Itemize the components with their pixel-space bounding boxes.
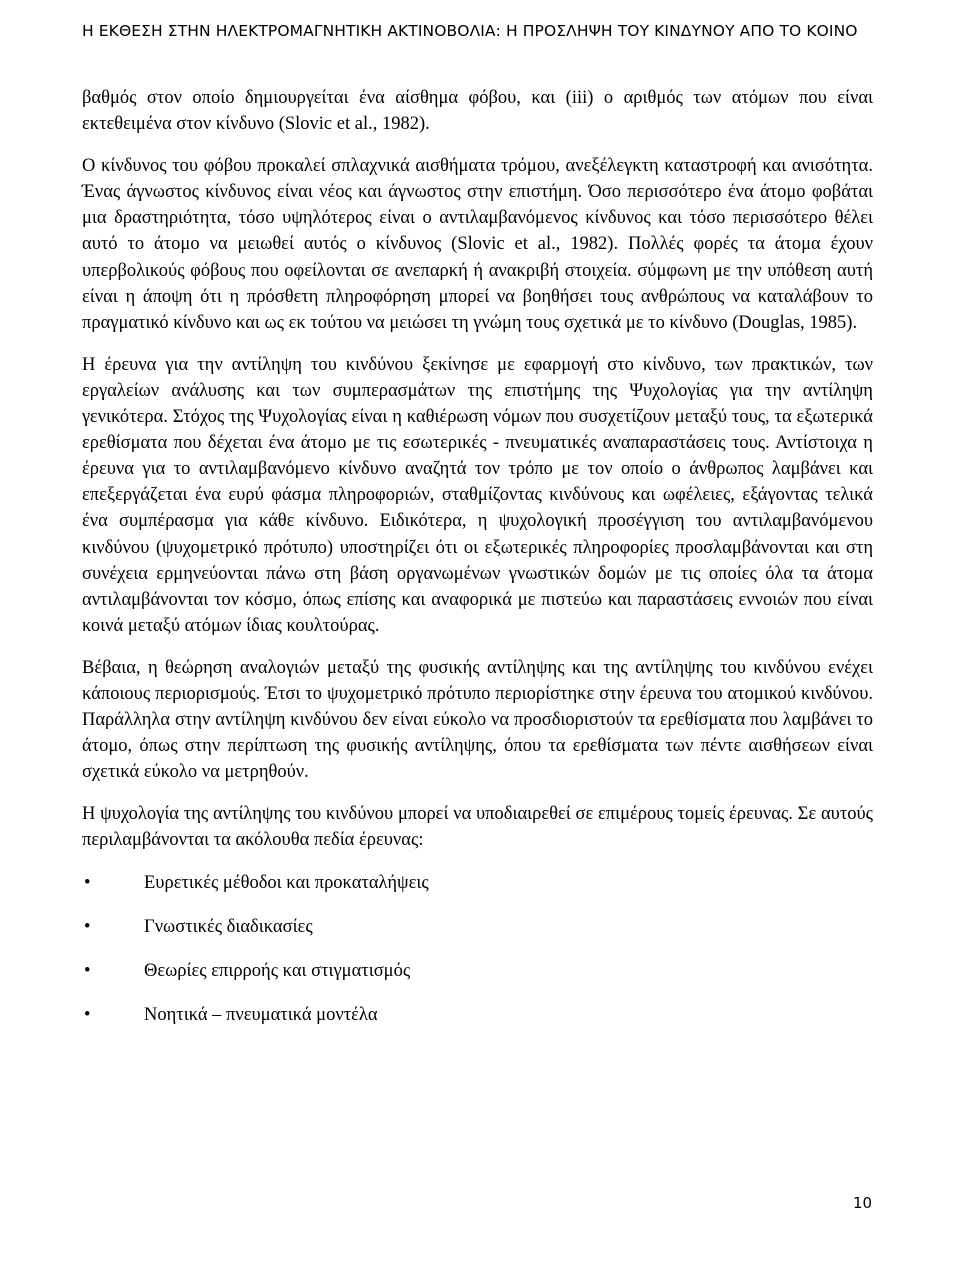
paragraph-psychology-research: Η έρευνα για την αντίληψη του κινδύνου ξεκίνησε με εφαρμογή στο κίνδυνο, των πρακτικών, των εργαλείων ανάλυσης και των συμπερασμάτων της επιστήμης της Ψυχολογίας για την αντίληψη γενικότερα. Στόχος της Ψυχολογίας είναι η καθιέρωση νόμων που συσχετίζουν μεταξύ τους, τα εξωτερικά ερεθίσματα που δέχεται ένα άτομο με τις εσωτερικές - πνευματικές αναπαραστάσεις τους. Αντίστοιχα η έρευνα για το αντιλαμβανόμενο κίνδυνο αναζητά τον τρόπο με τον οποίο ο άνθρωπος λαμβάνει και επεξεργάζεται ένα ευρύ φάσμα πληροφοριών, σταθμίζοντας κινδύνους και ωφέλειες, εξάγοντας τελικά ένα συμπέρασμα για κάθε κίνδυνο. Ειδικότερα, η ψυχολογική προσέγγιση του αντιλαμβανόμενου κινδύνου (ψυχομετρικό πρότυπο) υποστηρίζει ότι οι εξωτερικές πληροφορίες προσλαμβάνονται και στη συνέχεια ερμηνεύονται πάνω στη βάση οργανωμένων γνωστικών δομών με τις οποίες όλα τα άτομα αντιλαμβάνονται τον κόσμο, όπως επίσης και αναφορικά με πιστεύω και παραστάσεις εννοιών που είναι κοινά μεταξύ ατόμων ίδιας κουλτούρας. <box>82 354 873 636</box>
list-item <box>82 1002 873 1046</box>
research-fields-list <box>82 870 873 1046</box>
list-item <box>82 914 873 958</box>
document-body <box>82 85 873 1046</box>
page-number: 10 <box>853 1194 873 1212</box>
list-item-text: Γνωστικές διαδικασίες <box>144 916 313 937</box>
bullet-icon: • <box>84 1004 91 1025</box>
bullet-icon: • <box>84 916 91 937</box>
bullet-icon: • <box>84 960 91 981</box>
paragraph-continuation: βαθμός στον οποίο δημιουργείται ένα αίσθημα φόβου, και (iii) ο αριθμός των ατόμων που είναι εκτεθειμένα στον κίνδυνο (Slovic et al., 1982). <box>82 88 873 135</box>
list-item <box>82 958 873 1002</box>
paragraph-research-fields: Η ψυχολογία της αντίληψης του κινδύνου μπορεί να υποδιαιρεθεί σε επιμέρους τομείς έρευνας. Σε αυτούς περιλαμβάνονται τα ακόλουθα πεδία έρευνας: <box>82 804 873 851</box>
bullet-icon: • <box>84 872 91 893</box>
paragraph-fear-risk: Ο κίνδυνος του φόβου προκαλεί σπλαχνικά αισθήματα τρόμου, ανεξέλεγκτη καταστροφή και ανισότητα. Ένας άγνωστος κίνδυνος είναι νέος και άγνωστος στην επιστήμη. Όσο περισσότερο ένα άτομο φοβάται μια δραστηριότητα, τόσο υψηλότερος είναι ο αντιλαμβανόμενος κίνδυνος και τόσο περισσότερο θέλει αυτό το άτομο να μειωθεί αυτός ο κίνδυνος (Slovic et al., 1982). Πολλές φορές τα άτομα έχουν υπερβολικούς φόβους που οφείλονται σε ανεπαρκή ή ανακριβή στοιχεία. σύμφωνη με την υπόθεση αυτή είναι η άποψη ότι η πρόσθετη πληροφόρηση μπορεί να βοηθήσει τους ανθρώπους να καταλάβουν το πραγματικό κίνδυνο και ως εκ τούτου να μειώσει τη γνώμη τους σχετικά με το κίνδυνο (Douglas, 1985). <box>82 156 873 333</box>
list-item-text: Νοητικά – πνευματικά μοντέλα <box>144 1004 378 1025</box>
list-item-text: Θεωρίες επιρροής και στιγματισμός <box>144 960 411 981</box>
paragraph-limitations: Βέβαια, η θεώρηση αναλογιών μεταξύ της φυσικής αντίληψης και της αντίληψης του κινδύνου ενέχει κάποιους περιορισμούς. Έτσι το ψυχομετρικό πρότυπο περιορίστηκε στην έρευνα του ατομικού κινδύνου. Παράλληλα στην αντίληψη κινδύνου δεν είναι εύκολο να προσδιοριστούν τα ερεθίσματα που λαμβάνει το άτομο, όπως στην περίπτωση της φυσικής αντίληψης, όπου τα ερεθίσματα των πέντε αισθήσεων είναι σχετικά εύκολο να μετρηθούν. <box>82 657 873 783</box>
list-item <box>82 870 873 914</box>
running-header: Η ΕΚΘΕΣΗ ΣΤΗΝ ΗΛΕΚΤΡΟΜΑΓΝΗΤΙΚΗ ΑΚΤΙΝΟΒΟΛΙΑ: Η ΠΡΟΣΛΗΨΗ ΤΟΥ ΚΙΝΔΥΝΟΥ ΑΠΟ ΤΟ ΚΟΙΝΟ <box>82 22 858 40</box>
list-item-text: Ευρετικές μέθοδοι και προκαταλήψεις <box>144 872 429 893</box>
